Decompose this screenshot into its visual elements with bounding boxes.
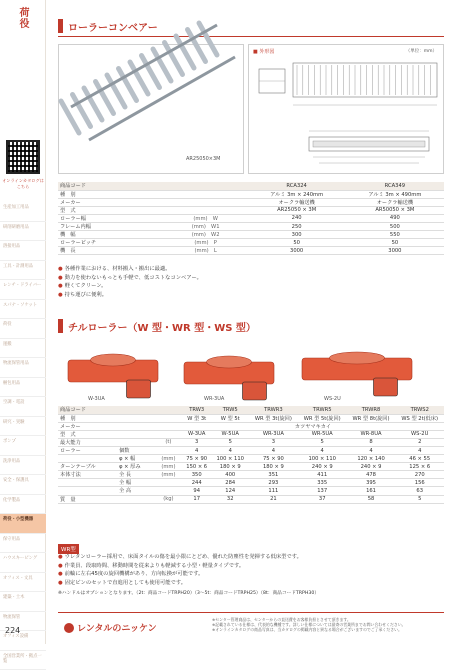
table-row [58, 487, 444, 495]
conveyor-feature-notes [58, 265, 202, 299]
table-cell: 50 [248, 239, 346, 247]
chill-roller-illustrations [58, 340, 444, 402]
section-marker [58, 319, 63, 333]
sidebar-heading-text: 荷役 [15, 7, 30, 29]
table-row [58, 422, 444, 430]
turntable [91, 354, 136, 366]
note-text: 前輪に左右45度の旋回機構があり、方向転換が可能です。 [65, 571, 204, 577]
table-header-cell: TRWR3 [249, 406, 298, 414]
table-cell: 400 [212, 471, 249, 479]
brand-mark-icon [64, 623, 74, 633]
sidebar-category[interactable]: 溶接用品 [0, 241, 46, 261]
sidebar-category[interactable]: スパナ・ソケット [0, 300, 46, 320]
table-row [58, 198, 444, 206]
table-cell: 46 × 55 [395, 455, 444, 463]
sidebar-category[interactable]: ハウスキーピング [0, 553, 46, 573]
turntable [207, 356, 252, 368]
table-cell: WR 型 5t(旋回) [298, 414, 347, 422]
roller-side-view [374, 378, 398, 396]
table-cell: 180 × 9 [249, 463, 298, 471]
table-cell: 4 [347, 446, 396, 454]
sidebar-category[interactable]: 研究・実験 [0, 417, 46, 437]
table-cell: 250 [248, 222, 346, 230]
row-unit [164, 198, 248, 206]
row-label: φ × 厚み [117, 463, 155, 471]
sidebar-category[interactable]: 研削研磨用品 [0, 222, 46, 242]
sidebar [0, 0, 46, 644]
table-cell: 240 [248, 214, 346, 222]
sidebar-category[interactable]: 洗浄用品 [0, 456, 46, 476]
roller-side-view [127, 380, 151, 398]
table-cell: 100 × 110 [298, 455, 347, 463]
table-cell: WS 型 2t(低床) [395, 414, 444, 422]
table-cell: 75 × 90 [249, 455, 298, 463]
table-row [58, 455, 444, 463]
table-cell: 395 [347, 479, 396, 487]
row-unit [155, 487, 182, 495]
section-title: チルローラー（W 型・WR 型・WS 型） [68, 319, 256, 334]
row-label: φ × 幅 [117, 455, 155, 463]
section-header-roller-conveyor [58, 18, 158, 34]
note-line [58, 291, 202, 300]
table-cell: WR-5UA [298, 430, 347, 438]
drawing-marker-icon: ■ [253, 49, 259, 55]
table-cell: カツヤマキカイ [182, 422, 444, 430]
table-cell: 5 [298, 438, 347, 446]
section-title: ローラーコンベアー [68, 19, 158, 34]
table-cell: W-5UA [212, 430, 249, 438]
row-label: 全 幅 [117, 479, 155, 487]
table-cell: 120 × 140 [347, 455, 396, 463]
table-cell: 125 × 6 [395, 463, 444, 471]
table-cell: 100 × 110 [212, 455, 249, 463]
table-row [58, 463, 444, 471]
note-line [58, 553, 302, 562]
table-cell: 4 [182, 446, 212, 454]
table-cell: オークラ輸送機 [346, 198, 444, 206]
table-header-cell: 商品コード [58, 182, 248, 190]
bullet-icon: ● [58, 275, 63, 281]
photo-caption-ws2u: WS-2U [324, 396, 341, 402]
row-label: ローラーピッチ [58, 239, 164, 247]
row-group: 最大能力 [58, 438, 117, 446]
drawing-title-text: 外形図 [259, 49, 274, 55]
row-label: ローラー幅 [58, 214, 164, 222]
table-cell: 32 [212, 495, 249, 503]
table-row [58, 239, 444, 247]
photo-caption-w3ua: W-3UA [88, 396, 105, 402]
sidebar-category[interactable]: 荷役・小型機器 [0, 514, 46, 534]
table-cell: 63 [395, 487, 444, 495]
row-label [117, 438, 155, 446]
table-cell: 111 [249, 487, 298, 495]
table-row [58, 214, 444, 222]
table-header-row [58, 406, 444, 414]
sidebar-category[interactable]: 荷役 [0, 319, 46, 339]
note-text: 動力を使わないもっとも手軽で、低コストなコンベアー。 [65, 275, 202, 281]
note-line [58, 562, 302, 571]
row-unit: (mm) W [164, 214, 248, 222]
table-cell: AR25050 × 3M [248, 206, 346, 214]
note-text: 作業員、段取時間、移動時間を従来よりも軽減する小型・軽量タイプです。 [65, 563, 245, 569]
conveyor-spec-table [58, 182, 444, 255]
row-group: 質 量 [58, 495, 117, 503]
sidebar-category[interactable]: 全国営業所・拠点一覧 [0, 651, 46, 670]
table-cell: 478 [347, 471, 396, 479]
note-line [58, 282, 202, 291]
brand-name: レンタルのニッケン [77, 621, 157, 634]
bullet-icon: ● [58, 292, 63, 298]
category-list [0, 202, 46, 670]
drawing-title [253, 48, 274, 55]
row-label: メーカー [58, 422, 182, 430]
table-cell: 8 [347, 438, 396, 446]
table-row [58, 438, 444, 446]
table-header-cell: TRWS2 [395, 406, 444, 414]
table-header-cell: TRWR5 [298, 406, 347, 414]
sidebar-category[interactable]: 物流保管用品 [0, 358, 46, 378]
sidebar-category[interactable]: 物流保管 [0, 612, 46, 632]
table-cell: WR 型 3t(旋回) [249, 414, 298, 422]
row-group: 本体寸法 [58, 471, 117, 479]
row-label: メーカー [58, 198, 164, 206]
row-group: ターンテーブル [58, 463, 117, 471]
row-unit: (mm) [155, 455, 182, 463]
table-cell: 4 [212, 446, 249, 454]
sidebar-category[interactable]: 梱包用品 [0, 378, 46, 398]
row-unit: (kg) [155, 495, 182, 503]
table-cell: 4 [249, 446, 298, 454]
table-cell: オークラ輸送機 [248, 198, 346, 206]
bullet-icon: ● [58, 283, 63, 289]
note-line [58, 274, 202, 283]
table-header-cell: RCA324 [248, 182, 346, 190]
table-cell: 137 [298, 487, 347, 495]
table-cell: 150 × 6 [182, 463, 212, 471]
sidebar-category[interactable]: 空調・電設 [0, 397, 46, 417]
row-label: 機 幅 [58, 231, 164, 239]
row-label: 機 長 [58, 247, 164, 255]
photo-caption-wr3ua: WR-3UA [204, 396, 224, 402]
qr-code[interactable] [6, 140, 40, 174]
table-row [58, 446, 444, 454]
table-cell: 124 [212, 487, 249, 495]
row-unit: (mm) [155, 463, 182, 471]
row-group [58, 487, 117, 495]
table-cell: 58 [347, 495, 396, 503]
table-cell: 3 [182, 438, 212, 446]
bullet-icon: ● [58, 266, 63, 272]
wr-type-tag: WR型 [58, 544, 79, 554]
note-line [58, 579, 302, 588]
table-cell: 4 [298, 446, 347, 454]
row-group: ローラー [58, 446, 117, 454]
section-marker [58, 19, 63, 33]
table-header-cell: TRW3 [182, 406, 212, 414]
row-label: 全 高 [117, 487, 155, 495]
sidebar-heading [0, 0, 45, 36]
conveyor-photo-caption: AR25050×3M [186, 156, 221, 162]
bullet-icon: ● [58, 554, 63, 560]
note-text: 各種作業における、材料搬入・搬出に最適。 [65, 266, 171, 272]
conveyor-photo [58, 44, 244, 174]
note-text: 軽くてクリーン。 [65, 283, 107, 289]
table-row [58, 247, 444, 255]
outline-drawing [248, 44, 444, 174]
chill-roller-spec-table [58, 406, 444, 504]
table-cell: 4 [395, 446, 444, 454]
table-cell: WS-2U [395, 430, 444, 438]
table-cell: 50 [346, 239, 444, 247]
table-cell: WR 型 8t(旋回) [347, 414, 396, 422]
table-cell: 240 × 9 [347, 463, 396, 471]
row-label: 型 式 [58, 206, 164, 214]
table-cell: アルミ 3m × 240mm [248, 190, 346, 198]
table-row [58, 479, 444, 487]
table-header-cell: TRWR8 [347, 406, 396, 414]
sidebar-category[interactable]: 安全・保護具 [0, 475, 46, 495]
table-cell: 240 × 9 [298, 463, 347, 471]
row-label: 種 別 [58, 190, 164, 198]
table-cell: 284 [212, 479, 249, 487]
table-cell: 21 [249, 495, 298, 503]
drawing-unit: （単位：mm） [406, 48, 437, 54]
table-header-cell: 商品コード [58, 406, 182, 414]
section-header-chill-roller [58, 318, 256, 334]
table-cell: 490 [346, 214, 444, 222]
bullet-icon: ● [58, 563, 63, 569]
sidebar-category[interactable]: レンチ・ドライバー [0, 280, 46, 300]
table-cell: 75 × 90 [182, 455, 212, 463]
table-header-cell: TRW5 [212, 406, 249, 414]
chill-roller-feature-notes [58, 553, 302, 587]
roller-side-view [243, 382, 267, 400]
table-row [58, 471, 444, 479]
table-row [58, 495, 444, 503]
row-label: 型 式 [58, 430, 182, 438]
row-label: 全 長 [117, 471, 155, 479]
table-row [58, 231, 444, 239]
row-unit [155, 479, 182, 487]
sidebar-category[interactable]: 生産加工用品 [0, 202, 46, 222]
note-line [58, 265, 202, 274]
table-cell: 293 [249, 479, 298, 487]
table-cell: 500 [346, 222, 444, 230]
note-text: ウレタンローラー採用で、床面タイルの傷を最小限にとどめ、優れた防塵性を発揮する低床型です。 [65, 554, 302, 560]
page-number: 224 [5, 626, 20, 635]
table-cell: WR-3UA [249, 430, 298, 438]
table-row [58, 430, 444, 438]
table-row [58, 414, 444, 422]
row-label [117, 495, 155, 503]
table-cell: 335 [298, 479, 347, 487]
sidebar-category[interactable]: 工具・計測用品 [0, 261, 46, 281]
table-cell: 3000 [248, 247, 346, 255]
row-label: 個数 [117, 446, 155, 454]
row-group [58, 455, 117, 463]
sidebar-category[interactable]: オフィス設備 [0, 631, 46, 651]
table-cell: 180 × 9 [212, 463, 249, 471]
row-unit: (mm) W2 [164, 231, 248, 239]
table-cell: AR50050 × 3M [346, 206, 444, 214]
table-cell: W-3UA [182, 430, 212, 438]
table-cell: W 型 5t [212, 414, 249, 422]
row-group [58, 479, 117, 487]
table-cell: 161 [347, 487, 396, 495]
sidebar-category[interactable]: 化学製品 [0, 495, 46, 515]
row-unit: (mm) P [164, 239, 248, 247]
table-cell: 2 [395, 438, 444, 446]
table-cell: WR-8UA [347, 430, 396, 438]
table-cell: 244 [182, 479, 212, 487]
table-cell: W 型 3t [182, 414, 212, 422]
row-unit: (mm) [155, 471, 182, 479]
table-cell: アルミ 3m × 490mm [346, 190, 444, 198]
footer-rule [58, 612, 444, 613]
section-rule [58, 36, 444, 37]
sidebar-category[interactable]: 建築・土木 [0, 592, 46, 612]
table-cell: 411 [298, 471, 347, 479]
row-unit: (mm) L [164, 247, 248, 255]
brand-logo [64, 621, 157, 634]
table-header-row [58, 182, 444, 190]
sidebar-category[interactable]: オフィス・文具 [0, 573, 46, 593]
table-cell: 350 [182, 471, 212, 479]
row-unit: (mm) W1 [164, 222, 248, 230]
row-unit [164, 206, 248, 214]
sidebar-category[interactable]: ポンプ [0, 436, 46, 456]
turntable [330, 352, 385, 364]
chill-roller-photos [58, 340, 444, 402]
note-text: 固定ピンのセットで直進用としても使用可能です。 [65, 580, 186, 586]
table-cell: 550 [346, 231, 444, 239]
bullet-icon: ● [58, 571, 63, 577]
footer-fine-print: ※センター管理商品は、センターからの直送費をお客様負担とさせて頂きます。 ※記載されている仕様は、代表的な機種です。詳しい仕様については最寄の営業所までお問い合わせください。 ※オンラインカタログの商品写真は、当カタログの掲載内容と異なる場合がございますのでご了承ください。 [212, 617, 447, 632]
table-row [58, 190, 444, 198]
row-label: 種 別 [58, 414, 182, 422]
table-cell: 37 [298, 495, 347, 503]
dimension-drawing [249, 45, 445, 175]
handle-option-footnote: ※ハンドルはオプションとなります。（2t：商品コードTRPH20）（3～5t：商品コードTRPH25）（8t：商品コードTRPH30） [58, 590, 319, 599]
sidebar-category[interactable]: 保守用品 [0, 534, 46, 554]
sidebar-category[interactable]: 運搬 [0, 339, 46, 359]
row-label: フレーム内幅 [58, 222, 164, 230]
table-cell: 300 [248, 231, 346, 239]
table-header-cell: RCA349 [346, 182, 444, 190]
note-line [58, 570, 302, 579]
table-cell: 351 [249, 471, 298, 479]
row-unit: (t) [155, 438, 182, 446]
table-cell: 270 [395, 471, 444, 479]
table-row [58, 222, 444, 230]
note-text: 持ち運びに便利。 [65, 292, 107, 298]
table-cell: 5 [395, 495, 444, 503]
table-cell: 17 [182, 495, 212, 503]
table-cell: 5 [212, 438, 249, 446]
table-cell: 3 [249, 438, 298, 446]
table-cell: 3000 [346, 247, 444, 255]
row-unit [164, 190, 248, 198]
table-row [58, 206, 444, 214]
bullet-icon: ● [58, 580, 63, 586]
table-cell: 94 [182, 487, 212, 495]
row-unit [155, 446, 182, 454]
table-cell: 156 [395, 479, 444, 487]
qr-caption: オンラインカタログは こちら [1, 178, 45, 189]
